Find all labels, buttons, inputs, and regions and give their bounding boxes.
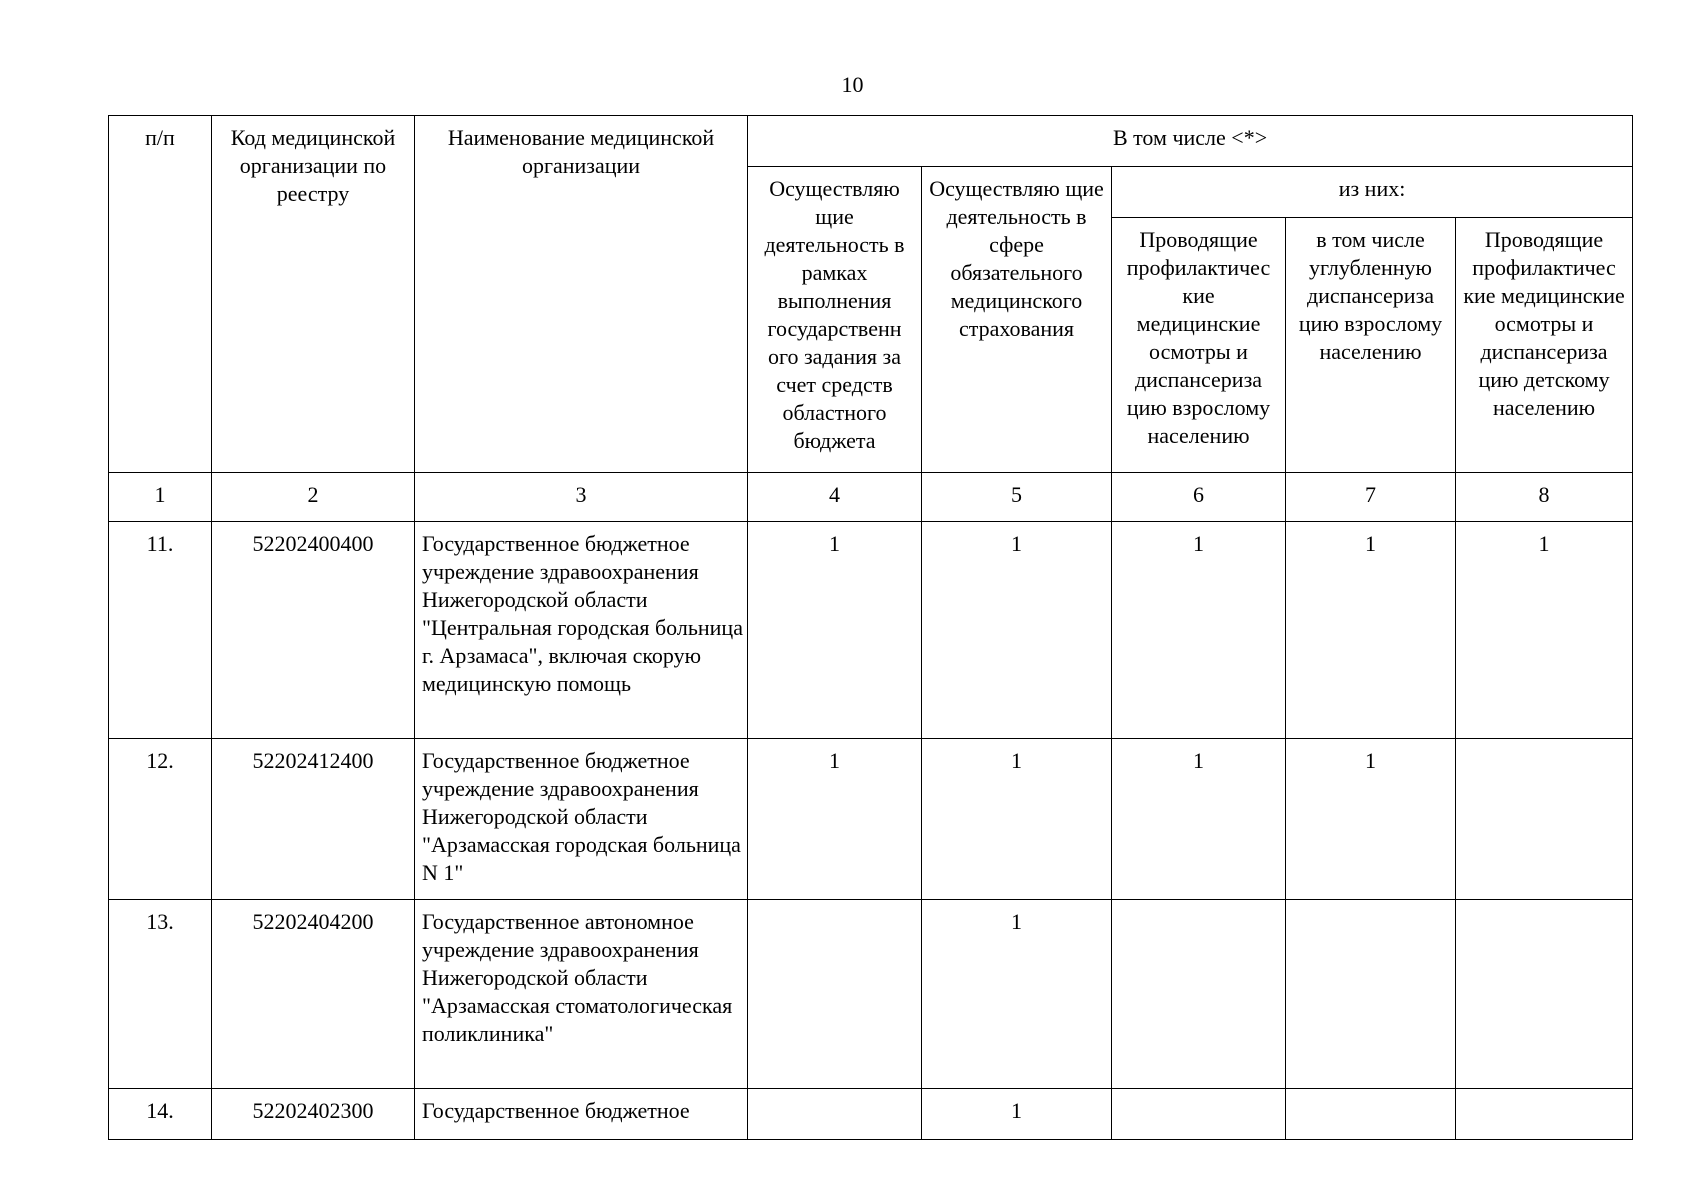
row-deep-adult: 1 xyxy=(1286,739,1456,900)
row-state-task xyxy=(748,1089,922,1140)
header-prof-child: Проводящие профилактичес кие медицинские осмотры и диспансериза цию детскому населению xyxy=(1456,218,1633,473)
header-index: п/п xyxy=(109,116,212,473)
column-number: 6 xyxy=(1112,473,1286,522)
row-index: 12. xyxy=(109,739,212,900)
header-prof-adult: Проводящие профилактичес кие медицинские осмотры и диспансериза цию взрослому населению xyxy=(1112,218,1286,473)
row-prof-child xyxy=(1456,1089,1633,1140)
row-code: 52202402300 xyxy=(212,1089,415,1140)
row-deep-adult xyxy=(1286,900,1456,1089)
table-row xyxy=(109,739,1633,900)
column-number: 3 xyxy=(415,473,748,522)
row-state-task: 1 xyxy=(748,522,922,739)
row-oms: 1 xyxy=(922,739,1112,900)
row-prof-adult xyxy=(1112,900,1286,1089)
column-number: 8 xyxy=(1456,473,1633,522)
row-name: Государственное бюджетное учреждение здравоохранения Нижегородской области "Арзамасская городская больница N 1" xyxy=(415,739,748,900)
row-prof-child: 1 xyxy=(1456,522,1633,739)
row-name: Государственное бюджетное xyxy=(415,1089,748,1140)
medical-organizations-table xyxy=(108,115,1633,1140)
header-group-including: В том числе <*> xyxy=(748,116,1633,167)
column-number: 5 xyxy=(922,473,1112,522)
row-index: 11. xyxy=(109,522,212,739)
row-deep-adult: 1 xyxy=(1286,522,1456,739)
row-index: 14. xyxy=(109,1089,212,1140)
row-prof-child xyxy=(1456,900,1633,1089)
row-prof-adult xyxy=(1112,1089,1286,1140)
header-oms: Осуществляю щие деятельность в сфере обязательного медицинского страхования xyxy=(922,167,1112,473)
row-prof-child xyxy=(1456,739,1633,900)
row-deep-adult xyxy=(1286,1089,1456,1140)
row-oms: 1 xyxy=(922,900,1112,1089)
header-state-task: Осуществляю щие деятельность в рамках выполнения государственн ого задания за счет средств областного бюджета xyxy=(748,167,922,473)
column-number: 7 xyxy=(1286,473,1456,522)
row-code: 52202400400 xyxy=(212,522,415,739)
row-state-task: 1 xyxy=(748,739,922,900)
row-code: 52202404200 xyxy=(212,900,415,1089)
row-index: 13. xyxy=(109,900,212,1089)
row-code: 52202412400 xyxy=(212,739,415,900)
row-prof-adult: 1 xyxy=(1112,739,1286,900)
column-number: 1 xyxy=(109,473,212,522)
column-number: 4 xyxy=(748,473,922,522)
table-row xyxy=(109,522,1633,739)
row-oms: 1 xyxy=(922,522,1112,739)
row-state-task xyxy=(748,900,922,1089)
page-number: 10 xyxy=(841,72,864,97)
column-number-row xyxy=(109,473,1633,522)
header-group-of-them: из них: xyxy=(1112,167,1633,218)
table-row xyxy=(109,900,1633,1089)
header-deep-adult: в том числе углубленную диспансериза цию взрослому населению xyxy=(1286,218,1456,473)
header-row-main xyxy=(109,116,1633,167)
header-name: Наименование медицинской организации xyxy=(415,116,748,473)
row-oms: 1 xyxy=(922,1089,1112,1140)
header-code: Код медицинской организации по реестру xyxy=(212,116,415,473)
table-row xyxy=(109,1089,1633,1140)
row-name: Государственное автономное учреждение здравоохранения Нижегородской области "Арзамасская стоматологическая поликлиника" xyxy=(415,900,748,1089)
column-number: 2 xyxy=(212,473,415,522)
row-name: Государственное бюджетное учреждение здравоохранения Нижегородской области "Центральная городская больница г. Арзамаса", включая скорую медицинскую помощь xyxy=(415,522,748,739)
row-prof-adult: 1 xyxy=(1112,522,1286,739)
